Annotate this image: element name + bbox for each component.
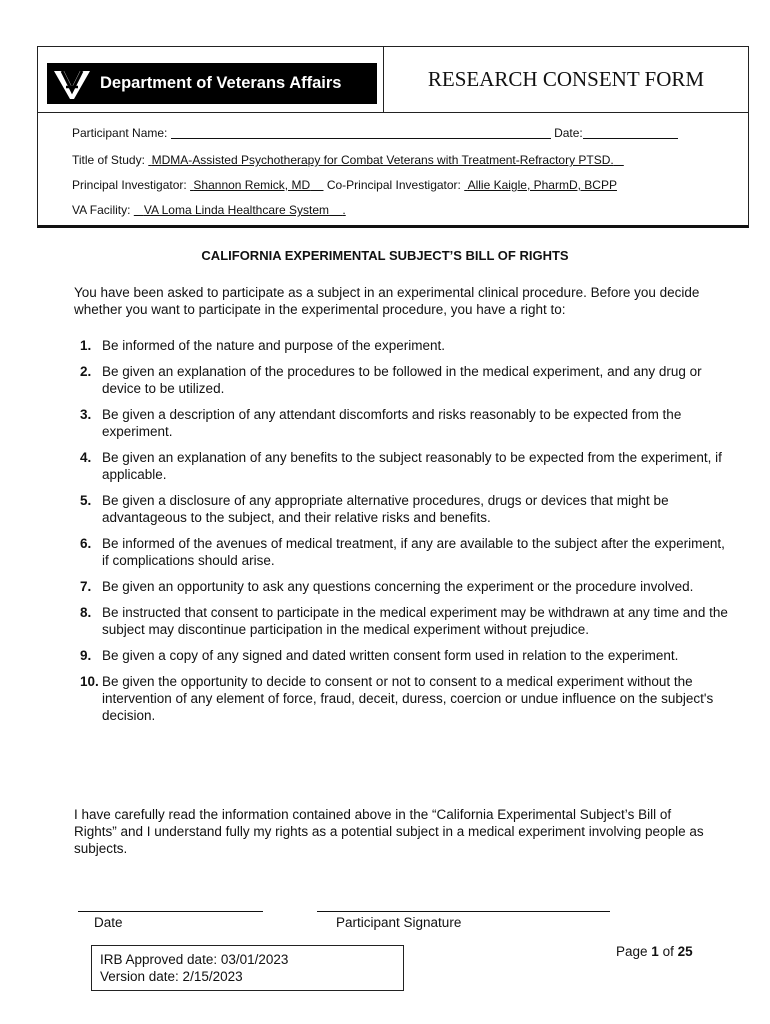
header-top-row bbox=[38, 47, 748, 113]
list-item bbox=[74, 647, 734, 664]
item-text: Be given the opportunity to decide to consent or not to consent to a medical experiment without the intervention of any element of force, fraud, deceit, duress, coercion or undue influence on the subject's decision. bbox=[102, 674, 714, 723]
list-item bbox=[74, 492, 734, 526]
item-text: Be informed of the avenues of medical treatment, if any are available to the subject after the experiment, if complications should arise. bbox=[102, 536, 725, 568]
participant-row bbox=[72, 126, 678, 140]
co-pi-label: Co-Principal Investigator: bbox=[326, 178, 461, 192]
item-text: Be given an explanation of any benefits to the subject reasonably to be expected from the experiment, if applicable. bbox=[102, 450, 722, 482]
total-pages: 25 bbox=[677, 944, 693, 959]
facility-label: VA Facility: bbox=[72, 203, 131, 217]
item-text: Be given a description of any attendant discomforts and risks reasonably to be expected from the experiment. bbox=[102, 407, 682, 439]
item-text: Be given a disclosure of any appropriate alternative procedures, drugs or devices that might be advantageous to the subject, and their relative risks and benefits. bbox=[102, 493, 669, 525]
irb-approved-date: IRB Approved date: 03/01/2023 bbox=[100, 952, 289, 967]
item-text: Be informed of the nature and purpose of the experiment. bbox=[102, 338, 445, 353]
item-text: Be instructed that consent to participate in the medical experiment may be withdrawn at any time and the subject may discontinue participation in the medical experiment without prejudice. bbox=[102, 605, 728, 637]
item-text: Be given an opportunity to ask any questions concerning the experiment or the procedure involved. bbox=[102, 579, 694, 594]
co-pi-value: Allie Kaigle, PharmD, BCPP bbox=[467, 178, 617, 192]
item-number: 2. bbox=[80, 364, 92, 379]
irb-approval-box bbox=[91, 945, 404, 991]
pi-value: Shannon Remick, MD bbox=[193, 178, 311, 192]
form-header bbox=[37, 46, 749, 228]
participant-name-label: Participant Name: bbox=[72, 126, 168, 140]
agency-name: Department of Veterans Affairs bbox=[100, 74, 342, 92]
list-item bbox=[74, 578, 734, 595]
item-number: 3. bbox=[80, 407, 92, 422]
rights-list bbox=[74, 337, 734, 733]
item-number: 9. bbox=[80, 648, 92, 663]
intro-paragraph: You have been asked to participate as a subject in an experimental clinical procedure. Before you decide whether you want to participate in the experimental procedure, you have a right to: bbox=[74, 285, 700, 317]
list-item bbox=[74, 604, 734, 638]
acknowledgement-paragraph: I have carefully read the information contained above in the “California Experimental Subject’s Bill of Rights” and I understand fully my rights as a potential subject in a medical experiment involving people as subjects. bbox=[74, 807, 704, 856]
item-number: 10. bbox=[80, 674, 99, 689]
signature-date-label: Date bbox=[94, 915, 123, 930]
participant-signature-label: Participant Signature bbox=[336, 915, 462, 930]
item-text: Be given an explanation of the procedures to be followed in the medical experiment, and any drug or device to be utilized. bbox=[102, 364, 702, 396]
list-item bbox=[74, 406, 734, 440]
bill-of-rights-title: CALIFORNIA EXPERIMENTAL SUBJECT’S BILL OF RIGHTS bbox=[201, 248, 569, 263]
item-number: 7. bbox=[80, 579, 92, 594]
study-row bbox=[72, 153, 624, 167]
study-title-value: MDMA-Assisted Psychotherapy for Combat Veterans with Treatment-Refractory PTSD. bbox=[151, 153, 614, 167]
pi-label: Principal Investigator: bbox=[72, 178, 187, 192]
item-text: Be given a copy of any signed and dated written consent form used in relation to the experiment. bbox=[102, 648, 679, 663]
list-item bbox=[74, 449, 734, 483]
form-title: RESEARCH CONSENT FORM bbox=[427, 67, 705, 91]
item-number: 6. bbox=[80, 536, 92, 551]
investigator-row bbox=[72, 178, 617, 192]
participant-name-field[interactable] bbox=[171, 138, 551, 139]
facility-value: VA Loma Linda Healthcare System bbox=[143, 203, 330, 217]
item-number: 1. bbox=[80, 338, 92, 353]
item-number: 5. bbox=[80, 493, 92, 508]
version-date: Version date: 2/15/2023 bbox=[100, 969, 243, 984]
list-item bbox=[74, 673, 734, 724]
facility-row bbox=[72, 203, 346, 217]
current-page: 1 bbox=[651, 944, 659, 959]
list-item bbox=[74, 363, 734, 397]
item-number: 4. bbox=[80, 450, 92, 465]
participant-signature-line[interactable] bbox=[317, 911, 610, 912]
date-field[interactable] bbox=[583, 138, 678, 139]
item-number: 8. bbox=[80, 605, 92, 620]
va-seal-icon bbox=[52, 67, 92, 101]
date-signature-line[interactable] bbox=[78, 911, 263, 912]
va-logo-block bbox=[47, 63, 377, 104]
page-number: Page 1 of 25 bbox=[616, 944, 693, 959]
list-item bbox=[74, 535, 734, 569]
facility-suffix: . bbox=[342, 203, 346, 217]
study-title-label: Title of Study: bbox=[72, 153, 145, 167]
list-item bbox=[74, 337, 734, 354]
date-label: Date: bbox=[554, 126, 583, 140]
